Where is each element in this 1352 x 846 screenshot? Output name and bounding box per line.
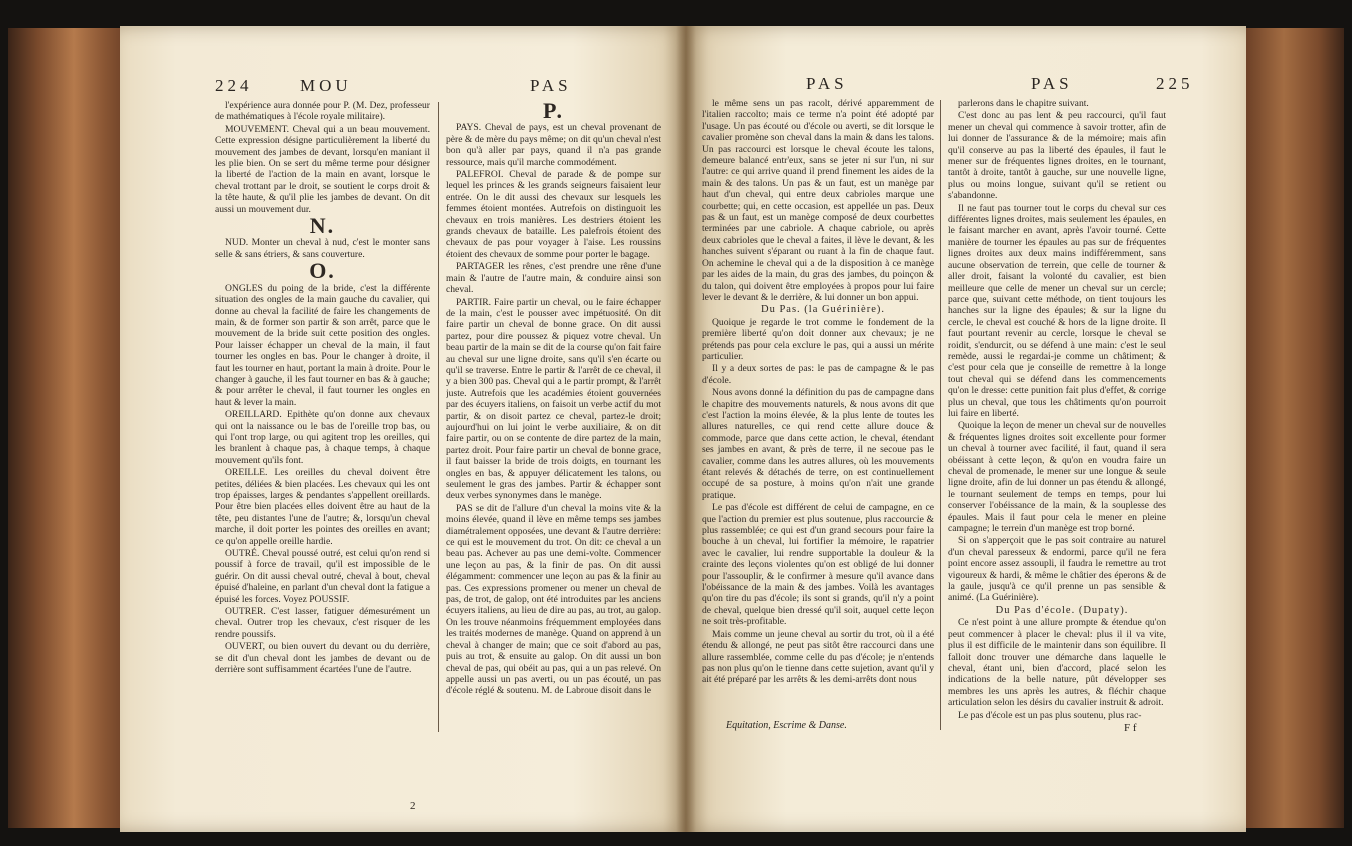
paragraph: NUD. Monter un cheval à nud, c'est le monter sans selle & sans étriers, & sans couverture. — [215, 237, 430, 260]
left-column-1 — [215, 100, 430, 740]
paragraph: Mais comme un jeune cheval au sortir du trot, où il a été étendu & allongé, ne peut pas sitôt être raccourci dans une allure rassemblée, comme celle du pas d'école; je n'entends pas non plus qu'on le tienne dans cette sujetion, avant qu'il y ait été préparé par les arrêts & les demi-arrêts dont nous — [702, 628, 934, 686]
column-rule — [438, 102, 439, 732]
running-head-left: PAS — [806, 74, 848, 93]
paragraph: PAYS. Cheval de pays, est un cheval provenant de père & de mère du pays même; on dit qu'un cheval n'est bon qu'à aller par pays, quand il n'a pas grande ressource, mais qu'il marche commodément. — [446, 122, 661, 168]
paragraph: Si on s'apperçoit que le pas soit contraire au naturel d'un cheval paresseux & endormi, parce qu'il ne fera point encore assez assoupli, il faudra le remettre au trot vigoureux & hardi, & même le châtier des éperons & de la gaule, jusqu'à ce qu'il prenne un pas sensible & animé. (La Guérinière). — [948, 535, 1166, 604]
right-column-1 — [702, 98, 934, 724]
paragraph: Il y a deux sortes de pas: le pas de campagne & le pas d'école. — [702, 363, 934, 386]
paragraph: OUTRÉ. Cheval poussé outré, est celui qu'on rend si poussif à force de travail, qu'il est impossible de le guérir. On dit aussi cheval outré, cheval à bout, cheval épuisé d'haleine, en parlant d'un cheval dont la fatigue a épuisé les forces. Voyez POUSSIF. — [215, 548, 430, 605]
right-page-edges — [1244, 28, 1344, 828]
running-head-right: PAS — [1031, 74, 1073, 93]
running-head-right: PAS — [530, 76, 572, 95]
section-letter: P. — [543, 100, 564, 123]
paragraph: PARTAGER les rênes, c'est prendre une rêne d'une main & l'autre de l'autre main, & conduire ainsi son cheval. — [446, 261, 661, 296]
footer-title: Equitation, Escrime & Danse. — [726, 720, 847, 731]
paragraph: PAS se dit de l'allure d'un cheval la moins vite & la moins élevée, quand il lève en même temps ses jambes diamétralement opposées, une devant & l'autre derrière: ce qui est le mouvement du trot. On dit: ce cheval a un beau pas. Achever au pas une demi-volte. Commencer une leçon au pas, & la finir de pas. On dit aussi élégamment: commencer une leçon au pas & la finir au pas. Ces expressions promener ou mener un cheval de pas, de trot, de galop, ont été introduites par les anciens écuyers italiens, au lieu de dire au pas, au trot, au galop. On les trouve néanmoins fréquemment employées dans les traités modernes de manège. Quand on apprend à un cheval à changer de main; que ce soit d'abord au pas, puis au trot, & ensuite au galop. On dit aussi un bon cheval de pas, qui obéit au pas, qui a un pas relevé. On appelle aussi un pas averti, ou un pas écouté, un pas d'école réglé & soutenu. M. de Labroue disoit dans le — [446, 502, 661, 697]
paragraph: OREILLARD. Epithète qu'on donne aux chevaux qui ont la naissance ou le bas de l'oreille trop bas, ou qui l'ont trop large, ou qui agitent trop les oreilles, qui les branlent à chaque pas, à chaque temps, à chaque mouvement qu'ils font. — [215, 409, 430, 466]
section-letter: O. — [309, 258, 336, 284]
paragraph: OREILLE. Les oreilles du cheval doivent être petites, déliées & bien placées. Les chevaux qui les ont trop épaisses, larges & pendantes s'appellent oreillards. Pour être bien placées elles doivent être au haut de la tête, peu distantes l'une de l'autre; &, lorsqu'un cheval marche, il doit porter les pointes des oreilles en avant; ce qu'on appelle oreille hardie. — [215, 467, 430, 547]
left-page-edges — [8, 28, 128, 828]
paragraph: ONGLES du poing de la bride, c'est la différente situation des ongles de la main gauche du cavalier, qui donne au cheval la facilité de faire les changements de main, & de former son partir & son arrêt, parce que le mouvement de la bride suit cette position des ongles. Pour laisser échapper un cheval de la main, il faut tourner les ongles en bas. Pour le changer à droite, il faut les tourner en haut, portant la main à droite. Pour le changer à gauche, il les faut tourner en bas & à gauche; & pour arrêter le cheval, il faut tourner les ongles en haut & lever la main. — [215, 282, 430, 408]
open-book — [8, 18, 1344, 838]
page-number-left: 224 — [215, 76, 253, 95]
paragraph: Le pas d'école est un pas plus soutenu, plus rac- — [958, 709, 1142, 721]
right-page — [686, 26, 1246, 832]
signature-mark: F f — [1124, 722, 1137, 734]
left-page — [120, 26, 686, 832]
subheading: Du Pas. (la Guérinière). — [760, 304, 885, 316]
paragraph: Il ne faut pas tourner tout le corps du cheval sur ces différentes lignes droites, mais seulement les épaules, en le faisant marcher en avant, après l'avoir tourné. Cette manière de tourner les épaules au pas sur de fréquentes lignes droites aux deux mains indifféremment, sans aucune observation de terrein, que celle de tourner & aller droit, faisant la volonté du cavalier, est bien meilleure que celle de mener un cheval sur un cercle; parce que, suivant cette méthode, on tient toujours les hanches sur la ligne des épaules; & sur la ligne du cercle, le cheval est couché & hors de la ligne droite. Il faut pourtant revenir au cercle, lorsque le cheval se roidit, s'endurcit, ou se défend à une main: c'est le seul remède, aussi le regardai-je comme un châtiment; & c'est pour cela que je conseille de remettre à la longe tout cheval qui se défend dans les commencements qu'on le dresse: cette punition fait plus d'effet, & corrige plus un cheval, que tous les châtiments qu'on pourroit lui faire en liberté. — [948, 202, 1166, 419]
paragraph: l'expérience aura donnée pour P. (M. Dez, professeur de mathématiques à l'école royale militaire). — [215, 100, 430, 123]
left-column-2 — [446, 100, 661, 808]
right-column-2 — [948, 98, 1166, 730]
paragraph: C'est donc au pas lent & peu raccourci, qu'il faut mener un cheval qui commence à savoir trotter, afin de lui donner de l'assurance & de la mémoire; mais afin qu'il conserve au pas la liberté des épaules, il faut le mener sur de fréquentes lignes droites, en le tournant, tantôt à droite, tantôt à gauche, sur une nouvelle ligne, plus ou moins longue, suivant qu'il se retient ou s'abandonne. — [948, 110, 1166, 202]
paragraph: le même sens un pas racolt, dérivé apparemment de l'italien raccolto; mais ce terme n'a point été adopté par l'usage. Un pas écouté ou d'école ou averti, se dit lorsque le cavalier promène son cheval dans la main & dans les talons. Un pas raccourci est lorsque le cheval écoute les talons, demeure balancé entr'eux, sans se jeter ni sur l'un, ni sur l'autre: ce qui arrive quand il prend finement les aides de la main & des talons. Un pas & un faut, est un manège par haut d'un cheval, qui entre deux cabrioles marque une courbette; qui, en cette occasion, est appellée un pas. Deux pas & un faut, est un manège composé de deux courbettes terminées par une cabriole. A chaque cabriole, ou après deux cabrioles que le cheval a faites, il lève le devant, & les hanches suivent s'éparant ou ruant à la fin de chaque faut. On achemine le cheval qui a de la disposition à ce manège par les aides de la main, du gras des jambes, du poinçon & du talon, qui doivent être employées à propos pour lui faire lever le devant & le derrière, & lui donner un bon appui. — [702, 98, 934, 303]
paragraph: OUVERT, ou bien ouvert du devant ou du derrière, se dit d'un cheval dont les jambes de devant ou de derrière sont suffisamment écartées l'une de l'autre. — [215, 641, 430, 676]
column-rule — [940, 100, 941, 730]
subheading: Du Pas d'école. (Dupaty). — [995, 604, 1129, 616]
page-number-right: 225 — [1156, 74, 1194, 93]
paragraph: Ce n'est point à une allure prompte & étendue qu'on peut commencer à placer le cheval: plus il il va vite, plus il est difficile de le maintenir dans son équilibre. Il falloit donc trouver une démarche dans laquelle le cheval, étant uni, bien d'accord, placé selon les indications de la belle nature, pût développer ses membres les uns après les autres, & fléchir chaque articulation selon les désirs du cavalier instruit & adroit. — [948, 617, 1166, 709]
running-head-left: MOU — [300, 76, 352, 95]
paragraph: PALEFROI. Cheval de parade & de pompe sur lequel les princes & les grands seigneurs faisaient leur entrée. On le dit aussi des chevaux sur lesquels les femmes étoient montées. Autrefois on distinguoit les chevaux en trois manières. Les destriers étoient les grands chevaux de bataille. Les palefrois étoient des chevaux de pas pour voyager à l'aise. Les roussins étoient des chevaux de somme pour porter le bagage. — [446, 169, 661, 260]
paragraph: parlerons dans le chapitre suivant. — [958, 98, 1089, 109]
paragraph: Quoique je regarde le trot comme le fondement de la première liberté qu'on doit donner aux chevaux; je ne prétends pas pour cela exclure le pas, qui a aussi un mérite particulier. — [702, 316, 934, 362]
paragraph: Quoique la leçon de mener un cheval sur de nouvelles & fréquentes lignes droites soit excellente pour former un cheval à tourner avec facilité, il faut, quand il sera obéissant à cette leçon, & qu'on en voudra faire un cheval de promenade, le mener sur une longue & seule ligne droite, afin de lui donner un pas étendu & allongé, le tournant seulement de temps en temps, pour lui conserver l'obéissance de la main, & la souplesse des épaules. Mais il faut pour cela le mener en pleine campagne; le terrein d'un manège est trop borné. — [948, 420, 1166, 535]
paragraph: Nous avons donné la définition du pas de campagne dans le chapitre des mouvements naturels, & nous avons dit que c'est l'action la moins élevée, & la plus lente de toutes les allures naturelles, ce qui rend cette allure douce & commode, parce que dans cette action, le cheval, étendant ses jambes en avant, & près de terre, il ne secoue pas le cavalier, comme dans les autres allures, où les mouvements étant relevés & détachés de terre, on est continuellement occupé de sa posture, à moins qu'on n'ait une grande pratique. — [702, 387, 934, 501]
paragraph: Le pas d'école est différent de celui de campagne, en ce que l'action du premier est plus soutenue, plus raccourcie & plus rassemblée; ce qui est d'un grand secours pour faire la bouche à un cheval, lui fortifier la mémoire, le rapatrier avec le cavalier, lui rendre supportable la douleur & la crainte des leçons violentes qu'on est obligé de lui donner pour l'assouplir, & le confirmer à mesure qu'il avance dans l'obéissance de la main & des jambes. Voilà les avantages qu'on tire du pas d'école; ils sont si grands, qu'il n'y a point de cheval, quelque bien dressé qu'il soit, auquel cette leçon ne soit très-profitable. — [702, 502, 934, 628]
section-letter: N. — [309, 213, 336, 239]
signature-mark: 2 — [410, 800, 416, 812]
paragraph: PARTIR. Faire partir un cheval, ou le faire échapper de la main, c'est le pousser avec impétuosité. On dit faire partir un cheval de bonne grace. On dit aussi partez, pour dire poussez & piquez votre cheval. Un beau partir de la main se dit de la course qu'on fait faire au cheval sur une ligne droite, sans qu'il s'en écarte ou qu'il se traverse. Entre le partir & l'arrêt de ce cheval, il y a bien 300 pas. Cheval qui a le partir prompt, & l'arrêt juste. Autrefois que les académies étoient gouvernées par des écuyers italiens, on faisoit un verbe actif du mot partir, & on disoit partez ce cheval, partez-le droit; aujourd'hui on lui joint le verbe auxiliaire, & on dit faire partir, ou on se contente de dire partez de la main, partez droit. Pour faire partir un cheval de bonne grace, il faut baisser la bride de trois doigts, en tournant les ongles en bas, & appuyer délicatement les talons, ou seulement le gras des jambes. Partir & échapper sont deux verbes synonymes dans le manège. — [446, 296, 661, 502]
book-gutter — [676, 26, 696, 832]
paragraph: MOUVEMENT. Cheval qui a un beau mouvement. Cette expression désigne particulièrement la liberté du mouvement des jambes de devant, lorsqu'en maniant il les plie bien. On se sert du même terme pour désigner la liberté de l'action de la main en avant, lorsque le cheval trottant par le droit, se soutient le corps droit & la tête haute, & qu'il plie les jambes de devant. On dit aussi un mouvement dur. — [215, 123, 430, 215]
paragraph: OUTRER. C'est lasser, fatiguer démesurément un cheval. Outrer trop les chevaux, c'est risquer de les rendre poussifs. — [215, 606, 430, 640]
